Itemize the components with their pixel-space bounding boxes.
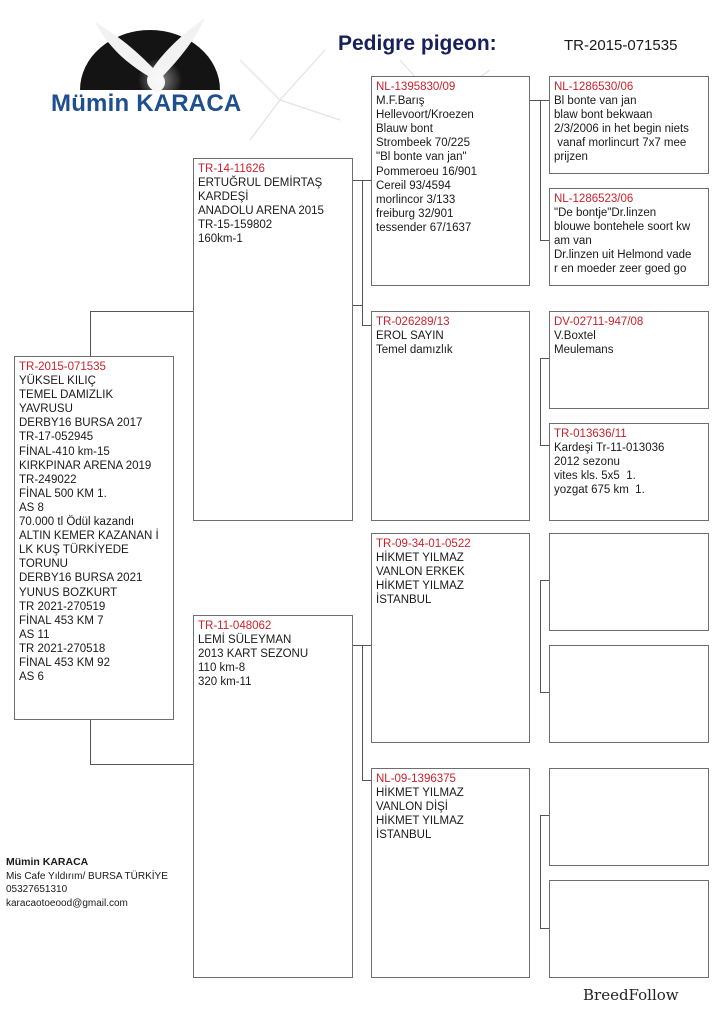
- pigeon-info-line: TR-17-052945: [19, 431, 94, 444]
- brand-name: Mümin KARACA: [51, 90, 242, 117]
- pigeon-info-line: 2/3/2006 in het begin niets: [554, 123, 689, 136]
- pigeon-info-line: 2012 sezonu: [554, 456, 620, 469]
- pigeon-info-line: Kardeşi Tr-11-013036: [554, 442, 665, 455]
- pigeon-info-line: TR 2021-270518: [19, 642, 106, 655]
- pigeon-info-line: yozgat 675 km 1.: [554, 484, 645, 497]
- pigeon-info-line: blaw bont bekwaan: [554, 109, 653, 122]
- pigeon-info-line: freiburg 32/901: [376, 207, 454, 220]
- pigeon-info-line: AS 8: [19, 501, 44, 514]
- pigeon-card-subject: [14, 356, 174, 720]
- ring-number: NL-1286530/06: [554, 81, 634, 93]
- pigeon-info-line: 160km-1: [198, 233, 243, 246]
- pigeon-info-line: V.Boxtel: [554, 330, 596, 343]
- pigeon-info-line: KARDEŞİ: [198, 191, 249, 204]
- pigeon-card-gg-3: [549, 311, 709, 409]
- pigeon-info-line: vites kls. 5x5 1.: [554, 470, 636, 483]
- pigeon-info-line: FİNAL 500 KM 1.: [19, 487, 107, 500]
- pigeon-info-line: Blauw bont: [376, 123, 433, 136]
- pigeon-info-line: "Bl bonte van jan": [376, 151, 467, 164]
- pigeon-card-dam-sire: [371, 533, 530, 743]
- pigeon-info-line: 320 km-11: [198, 676, 252, 689]
- ring-number: TR-14-11626: [198, 163, 265, 175]
- connector: [90, 311, 193, 312]
- pigeon-card-gg-4: [549, 423, 709, 521]
- pigeon-info-line: ANADOLU ARENA 2015: [198, 205, 324, 218]
- pigeon-info-line: TORUNU: [19, 558, 68, 571]
- pigeon-card-sire: [193, 158, 353, 521]
- pigeon-info-line: YAVRUSU: [19, 403, 73, 416]
- pigeon-card-empty: [549, 533, 709, 631]
- pigeon-card-dam: [193, 615, 353, 978]
- pigeon-info-line: FİNAL-410 km-15: [19, 445, 110, 458]
- connector: [540, 358, 541, 445]
- ring-number: TR-11-048062: [198, 620, 272, 632]
- pigeon-info-line: VANLON ERKEK: [376, 566, 465, 579]
- ring-number: TR-026289/13: [376, 316, 450, 328]
- pigeon-info-line: KIRKPINAR ARENA 2019: [19, 459, 152, 472]
- ring-number: TR-2015-071535: [19, 361, 106, 373]
- connector: [90, 718, 91, 764]
- pigeon-info-line: TEMEL DAMIZLIK: [19, 389, 114, 402]
- pigeon-card-gg-1: [549, 76, 709, 174]
- connector: [362, 180, 363, 325]
- pigeon-info-line: r en moeder zeer goed go: [554, 263, 687, 276]
- pigeon-info-line: İSTANBUL: [376, 594, 432, 607]
- pigeon-info-line: İSTANBUL: [376, 829, 432, 842]
- pigeon-info-line: Pommeroeu 16/901: [376, 165, 478, 178]
- pigeon-info-line: 70.000 tl Ödül kazandı: [19, 516, 135, 529]
- pigeon-card-dam-dam: [371, 768, 530, 978]
- contact-email: karacaotoeood@gmail.com: [6, 897, 128, 909]
- connector: [362, 780, 371, 781]
- pigeon-info-line: DERBY16 BURSA 2021: [19, 572, 143, 585]
- pigeon-info-line: 2013 KART SEZONU: [198, 648, 309, 661]
- pigeon-info-line: Meulemans: [554, 344, 614, 357]
- pigeon-info-line: LEMİ SÜLEYMAN: [198, 634, 292, 647]
- pigeon-info-line: ERTUĞRUL DEMİRTAŞ: [198, 177, 323, 190]
- connector: [352, 305, 362, 306]
- contact-name: Mümin KARACA: [6, 856, 89, 868]
- pigeon-info-line: Temel damızlık: [376, 344, 453, 357]
- contact-address: Mis Cafe Yıldırım/ BURSA TÜRKİYE: [6, 870, 168, 882]
- pigeon-info-line: 110 km-8: [198, 662, 246, 675]
- ring-number: NL-1286523/06: [554, 193, 634, 205]
- pigeon-info-line: tessender 67/1637: [376, 221, 472, 234]
- pigeon-info-line: HİKMET YILMAZ: [376, 552, 464, 565]
- connector: [362, 645, 363, 780]
- title-ring-number: TR-2015-071535: [564, 37, 678, 54]
- pigeon-info-line: TR-15-159802: [198, 219, 273, 232]
- pigeon-info-line: Bl bonte van jan: [554, 95, 637, 108]
- pigeon-info-line: AS 11: [19, 628, 50, 641]
- ring-number: NL-09-1396375: [376, 773, 456, 785]
- pigeon-info-line: DERBY16 BURSA 2017: [19, 417, 143, 430]
- pigeon-info-line: Cereil 93/4594: [376, 179, 451, 192]
- pigeon-info-line: TR-249022: [19, 473, 77, 486]
- pigeon-info-line: FİNAL 453 KM 7: [19, 614, 104, 627]
- pigeon-info-line: Hellevoort/Kroezen: [376, 109, 474, 122]
- pigeon-card-empty: [549, 880, 709, 978]
- pigeon-info-line: blouwe bontehele soort kw: [554, 221, 691, 234]
- connector: [90, 764, 193, 765]
- connector: [540, 100, 541, 240]
- pigeon-info-line: VANLON DİŞİ: [376, 801, 448, 814]
- pigeon-info-line: YUNUS BOZKURT: [19, 586, 118, 599]
- connector: [362, 325, 371, 326]
- connector: [90, 311, 91, 357]
- ring-number: TR-013636/11: [554, 428, 627, 440]
- contact-info: [6, 856, 168, 910]
- ring-number: DV-02711-947/08: [554, 316, 644, 328]
- pigeon-info-line: Dr.linzen uit Helmond vade: [554, 249, 692, 262]
- connector: [540, 580, 541, 692]
- contact-phone: 05327651310: [6, 884, 68, 896]
- pigeon-info-line: HİKMET YILMAZ: [376, 580, 464, 593]
- footer-brand: BreedFollow: [583, 986, 679, 1004]
- pigeon-info-line: EROL SAYIN: [376, 330, 444, 343]
- page-title: Pedigre pigeon:: [338, 32, 497, 55]
- connector: [540, 815, 541, 928]
- ring-number: TR-09-34-01-0522: [376, 538, 471, 550]
- pigeon-info-line: prijzen: [554, 151, 588, 164]
- pigeon-info-line: HİKMET YILMAZ: [376, 815, 464, 828]
- pigeon-info-line: M.F.Barış: [376, 95, 425, 108]
- pigeon-info-line: ALTIN KEMER KAZANAN İ: [19, 530, 159, 543]
- pigeon-info-line: HİKMET YILMAZ: [376, 787, 464, 800]
- pigeon-info-line: FİNAL 453 KM 92: [19, 656, 110, 669]
- pigeon-info-line: vanaf morlincurt 7x7 mee: [554, 137, 687, 150]
- pigeon-card-gg-2: [549, 188, 709, 286]
- pigeon-info-line: AS 6: [19, 671, 44, 684]
- pigeon-info-line: LK KUŞ TÜRKİYEDE: [19, 544, 129, 557]
- pigeon-card-empty: [549, 768, 709, 866]
- pigeon-info-line: YÜKSEL KILIÇ: [19, 375, 96, 388]
- pigeon-info-line: morlincor 3/133: [376, 193, 456, 206]
- pigeon-info-line: "De bontje"Dr.linzen: [554, 207, 657, 220]
- pigeon-info-line: TR 2021-270519: [19, 600, 106, 613]
- ring-number: NL-1395830/09: [376, 81, 456, 93]
- pigeon-card-empty: [549, 645, 709, 743]
- pigeon-card-sire-sire: [371, 76, 530, 286]
- pigeon-info-line: am van: [554, 235, 592, 248]
- pigeon-card-sire-dam: [371, 311, 530, 521]
- pigeon-info-line: Strombeek 70/225: [376, 137, 470, 150]
